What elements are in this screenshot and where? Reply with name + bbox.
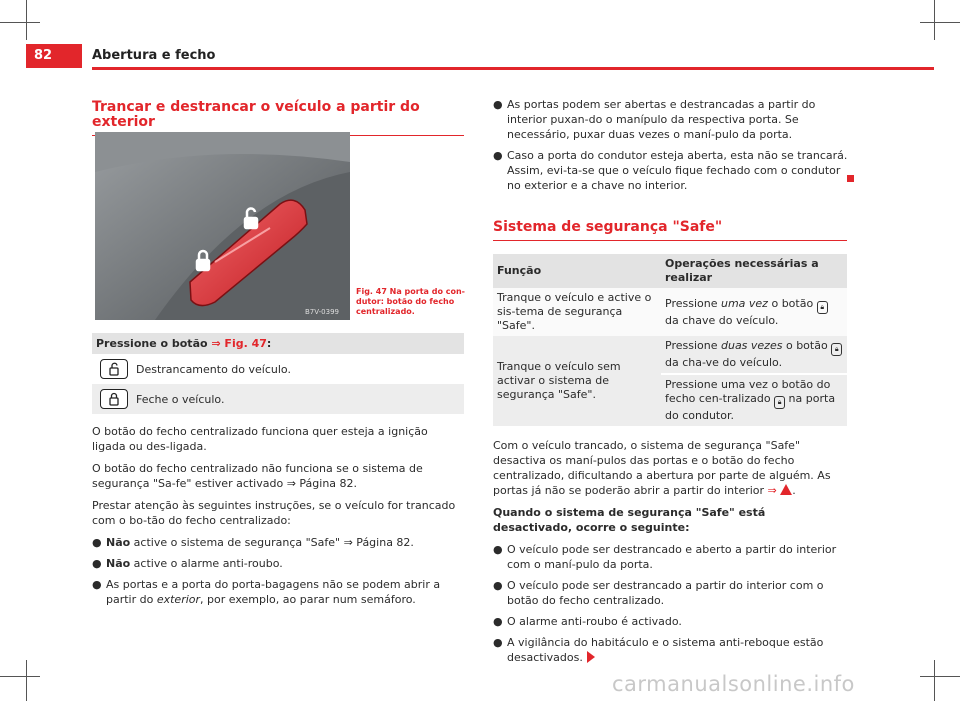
press-colon: : [266, 337, 272, 350]
page-number: 82 [26, 44, 82, 68]
action-row-unlock [92, 354, 464, 384]
paragraph: O botão do fecho centralizado funciona quer esteja a ignição ligada ou des-ligada. [92, 425, 428, 453]
crop-mark [934, 660, 935, 701]
continue-arrow-icon [587, 651, 595, 663]
press-label: Pressione o botão [96, 337, 208, 350]
action-text: Feche o veículo. [136, 392, 225, 406]
list-item: ● O veículo pode ser destrancado e aberto a partir do interior com o maní-pulo da porta. [493, 543, 837, 571]
crop-mark [0, 22, 40, 23]
left-column [92, 100, 464, 136]
lock-key-icon: 🔒︎ [831, 343, 842, 356]
end-of-section-mark [847, 175, 854, 182]
lock-key-icon: 🔒︎ [817, 301, 828, 314]
lock-icon [100, 389, 128, 409]
figure-code: B7V-0399 [305, 308, 339, 316]
safe-table [493, 254, 847, 426]
watermark: carmanualsonline.info [612, 672, 855, 696]
warning-icon [780, 484, 792, 495]
fig-ref-link[interactable]: ⇒ Fig. 47 [211, 337, 267, 350]
list-item: ● O veículo pode ser destrancado a partir do interior com o botão do fecho centralizado. [493, 579, 824, 607]
list-item: ● O alarme anti-roubo é activado. [493, 615, 682, 628]
heading-rule [493, 240, 847, 241]
list-item: ● Não active o alarme anti-roubo. [92, 557, 283, 570]
list-item: ● As portas e a porta do porta-bagagens não se podem abrir a partir do exterior, por exemplo, ao parar num semáforo. [92, 578, 441, 606]
unlock-icon [100, 359, 128, 379]
crop-mark [26, 0, 27, 40]
paragraph: Com o veículo trancado, o sistema de segurança "Safe" desactiva os maní-pulos das portas e o botão do fecho centralizado, dificultando a abertura por parte de alguém. As portas já não se poderão abrir a partir do interior ⇒ . [493, 439, 831, 497]
list-item: ● Não active o sistema de segurança "Safe" ⇒ Página 82. [92, 536, 414, 549]
list-item: ● A vigilância do habitáculo e o sistema anti-reboque estão desactivados. [493, 636, 824, 664]
warning-ref-link[interactable]: ⇒ [767, 484, 777, 497]
safe-heading: Sistema de segurança "Safe" [493, 219, 723, 235]
figure-caption: Fig. 47 Na porta do con-dutor: botão do fecho centralizado. [356, 287, 465, 316]
list-item: ● As portas podem ser abertas e destrancadas a partir do interior puxan-do o manípulo da respectiva porta. Se necessário, puxar duas vezes o maní-pulo da porta. [493, 98, 816, 141]
crop-mark [934, 0, 935, 40]
table-row: Tranque o veículo sem activar o sistema de segurança "Safe". Pressione duas vezes o botão 🔒︎ da cha-ve do veículo. [493, 336, 847, 374]
section-title: Abertura e fecho [92, 48, 216, 63]
left-heading: Trancar e destrancar o veículo a partir do exterior [92, 99, 420, 130]
crop-mark [920, 22, 960, 23]
press-header [92, 333, 464, 354]
action-row-lock [92, 384, 464, 414]
table-row: Pressione uma vez o botão do fecho cen-tralizado 🔒︎ na porta do condutor. [493, 374, 847, 426]
header-rule [92, 67, 934, 70]
paragraph: O botão do fecho centralizado não funciona se o sistema de segurança "Sa-fe" estiver activado ⇒ Página 82. [92, 462, 423, 490]
list-item: ● Caso a porta do condutor esteja aberta, esta não se trancará. Assim, evi-ta-se que o veículo fique fechado com o condutor no exterior e a chave no interior. [493, 149, 848, 192]
table-header: Função Operações necessárias a realizar [493, 254, 847, 288]
door-handle-illustration [95, 132, 350, 320]
table-row: Tranque o veículo e active o sis-tema de segurança "Safe". Pressione uma vez o botão 🔒︎ da chave do veículo. [493, 288, 847, 336]
safe-section [493, 220, 847, 671]
door-button-figure [95, 132, 350, 320]
crop-mark [26, 660, 27, 701]
lock-key-icon: 🔒︎ [774, 396, 785, 409]
action-text: Destrancamento do veículo. [136, 362, 291, 376]
crop-mark [0, 676, 40, 677]
crop-mark [920, 676, 960, 677]
paragraph: Prestar atenção às seguintes instruções, se o veículo for trancado com o bo-tão do fecho centralizado: [92, 499, 456, 527]
subheading: Quando o sistema de segurança "Safe" está desactivado, ocorre o seguinte: [493, 506, 766, 534]
left-body [92, 333, 464, 613]
right-column [493, 97, 849, 199]
